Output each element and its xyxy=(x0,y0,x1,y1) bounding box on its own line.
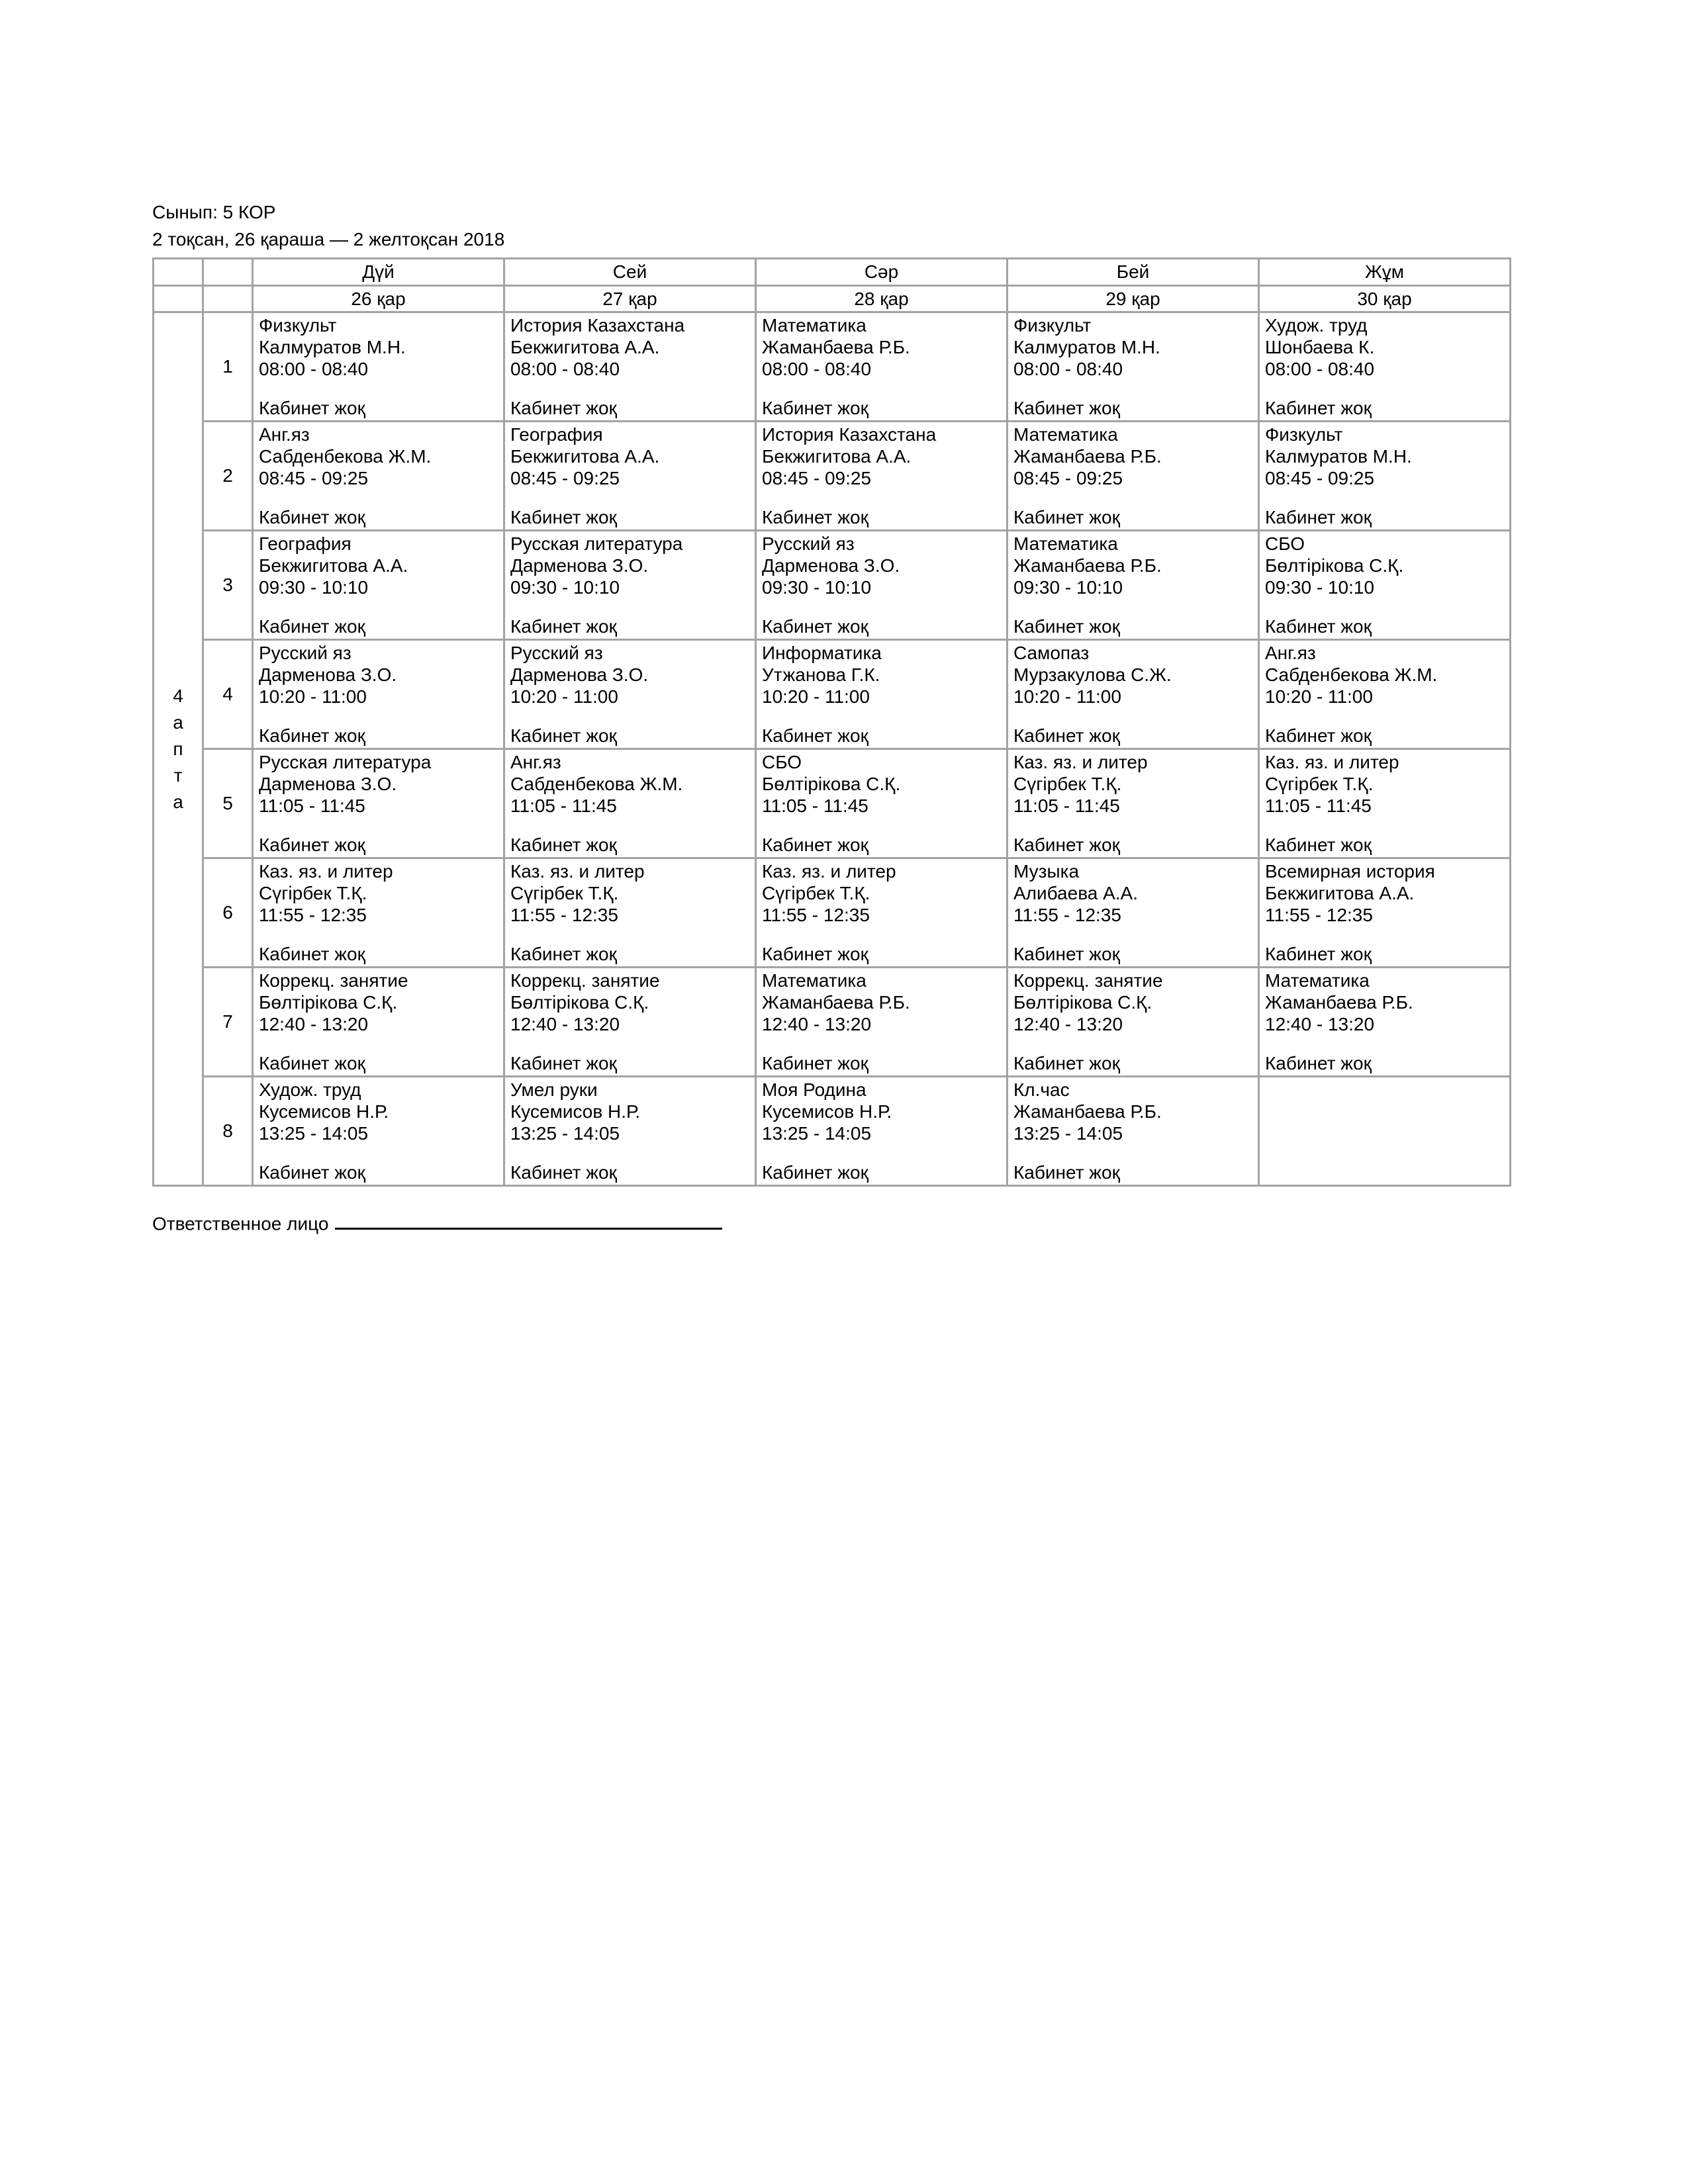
lesson-subject: СБО xyxy=(1265,533,1305,554)
lesson-time: 08:00 - 08:40 xyxy=(1265,358,1375,379)
lesson-room: Кабинет жоқ xyxy=(762,834,868,855)
lesson-room: Кабинет жоқ xyxy=(1013,1052,1120,1073)
lesson-content xyxy=(1260,423,1509,529)
date-header-tue: 27 қар xyxy=(504,286,756,312)
lesson-teacher: Дарменова З.О. xyxy=(259,773,397,794)
lesson-cell xyxy=(756,640,1008,749)
lesson-cell xyxy=(1259,640,1511,749)
lesson-room: Кабинет жоқ xyxy=(259,506,365,527)
lesson-content xyxy=(757,314,1006,420)
lesson-teacher: Кусемисов Н.Р. xyxy=(510,1101,641,1122)
period-number: 2 xyxy=(203,422,253,531)
lesson-cell xyxy=(504,968,756,1077)
lesson-content xyxy=(254,532,503,639)
lesson-content xyxy=(505,969,755,1075)
lesson-cell xyxy=(253,640,504,749)
corner-cell xyxy=(154,259,203,286)
lesson-subject: СБО xyxy=(762,751,802,772)
lesson-teacher: Сабденбекова Ж.М. xyxy=(1265,664,1438,685)
lesson-room: Кабинет жоқ xyxy=(259,725,365,746)
lesson-subject: География xyxy=(259,533,352,554)
quarter-subtitle: 2 тоқсан, 26 қараша — 2 желтоқсан 2018 xyxy=(152,229,505,250)
lesson-time: 08:00 - 08:40 xyxy=(259,358,369,379)
lesson-teacher: Сүгірбек Т.Қ. xyxy=(510,882,619,903)
lesson-room: Кабинет жоқ xyxy=(762,397,868,418)
lesson-room: Кабинет жоқ xyxy=(762,615,868,637)
week-label-char: 4 xyxy=(173,685,183,706)
lesson-cell xyxy=(253,531,504,640)
lesson-content xyxy=(1008,423,1258,529)
lesson-subject: Физкульт xyxy=(259,314,337,336)
lesson-content xyxy=(505,1078,755,1185)
lesson-content xyxy=(505,751,755,857)
lesson-teacher: Бөлтірікова С.Қ. xyxy=(762,773,901,794)
lesson-subject: Русская литература xyxy=(510,533,683,554)
lesson-cell xyxy=(1259,749,1511,858)
lesson-subject: Математика xyxy=(1013,533,1118,554)
lesson-content xyxy=(757,969,1006,1075)
lesson-teacher: Дарменова З.О. xyxy=(510,555,649,576)
lesson-room: Кабинет жоқ xyxy=(1013,506,1120,527)
lesson-time: 09:30 - 10:10 xyxy=(762,576,872,598)
lesson-content xyxy=(1260,751,1509,857)
lesson-teacher: Бекжигитова А.А. xyxy=(762,445,912,467)
lesson-teacher: Жаманбаева Р.Б. xyxy=(1013,555,1162,576)
lesson-cell xyxy=(1259,531,1511,640)
lesson-room: Кабинет жоқ xyxy=(259,397,365,418)
lesson-teacher: Бөлтірікова С.Қ. xyxy=(1265,555,1404,576)
lesson-teacher: Жаманбаева Р.Б. xyxy=(1013,445,1162,467)
lesson-room: Кабинет жоқ xyxy=(510,397,617,418)
lesson-room: Кабинет жоқ xyxy=(259,615,365,637)
lesson-room: Кабинет жоқ xyxy=(1265,943,1372,964)
lesson-time: 10:20 - 11:00 xyxy=(1013,686,1121,707)
lesson-room: Кабинет жоқ xyxy=(762,1161,868,1183)
lesson-content xyxy=(254,1078,503,1185)
lesson-teacher: Жаманбаева Р.Б. xyxy=(1265,991,1413,1013)
lesson-time: 09:30 - 10:10 xyxy=(1013,576,1123,598)
class-title: Сынып: 5 КОР xyxy=(152,202,276,222)
lesson-time: 08:00 - 08:40 xyxy=(1013,358,1123,379)
lesson-teacher: Сабденбекова Ж.М. xyxy=(510,773,683,794)
lesson-room: Кабинет жоқ xyxy=(1265,397,1372,418)
lesson-subject: Каз. яз. и литер xyxy=(510,860,645,882)
lesson-time: 10:20 - 11:00 xyxy=(259,686,367,707)
lesson-time: 12:40 - 13:20 xyxy=(1265,1013,1375,1034)
lesson-time: 11:05 - 11:45 xyxy=(259,795,365,816)
lesson-time: 10:20 - 11:00 xyxy=(510,686,618,707)
lesson-cell xyxy=(253,422,504,531)
lesson-teacher: Калмуратов М.Н. xyxy=(259,336,406,357)
responsible-label: Ответственное лицо xyxy=(152,1213,329,1234)
responsible-line xyxy=(152,1208,1542,1234)
lesson-room: Кабинет жоқ xyxy=(1265,834,1372,855)
lesson-subject: Худож. труд xyxy=(1265,314,1368,336)
lesson-cell xyxy=(1008,1077,1259,1186)
lesson-subject: Русский яз xyxy=(510,642,603,663)
timetable-row xyxy=(154,858,1511,968)
lesson-time: 08:45 - 09:25 xyxy=(1013,467,1123,488)
period-number: 5 xyxy=(203,749,253,858)
lesson-room: Кабинет жоқ xyxy=(259,834,365,855)
lesson-room: Кабинет жоқ xyxy=(762,506,868,527)
lesson-time: 11:55 - 12:35 xyxy=(510,904,618,925)
lesson-teacher: Бөлтірікова С.Қ. xyxy=(1013,991,1152,1013)
lesson-content xyxy=(1008,969,1258,1075)
lesson-subject: Физкульт xyxy=(1265,424,1343,445)
lesson-subject: Умел руки xyxy=(510,1079,598,1100)
timetable-row xyxy=(154,640,1511,749)
lesson-content xyxy=(254,969,503,1075)
lesson-subject: Худож. труд xyxy=(259,1079,361,1100)
lesson-time: 10:20 - 11:00 xyxy=(762,686,870,707)
lesson-cell xyxy=(504,749,756,858)
lesson-content xyxy=(254,860,503,966)
lesson-time: 11:05 - 11:45 xyxy=(1265,795,1372,816)
lesson-content xyxy=(1008,641,1258,748)
lesson-time: 08:45 - 09:25 xyxy=(259,467,369,488)
lesson-room: Кабинет жоқ xyxy=(1013,1161,1120,1183)
lesson-cell xyxy=(253,858,504,968)
lesson-teacher: Бекжигитова А.А. xyxy=(510,445,660,467)
lesson-teacher: Дарменова З.О. xyxy=(762,555,900,576)
lesson-room: Кабинет жоқ xyxy=(762,1052,868,1073)
lesson-time: 09:30 - 10:10 xyxy=(259,576,369,598)
day-header-tue: Сей xyxy=(504,259,756,286)
lesson-time: 08:45 - 09:25 xyxy=(762,467,872,488)
lesson-subject: Русская литература xyxy=(259,751,432,772)
lesson-time: 08:00 - 08:40 xyxy=(762,358,872,379)
lesson-time: 13:25 - 14:05 xyxy=(259,1122,369,1144)
lesson-subject: Информатика xyxy=(762,642,882,663)
lesson-content xyxy=(757,641,1006,748)
lesson-subject: Музыка xyxy=(1013,860,1080,882)
lesson-room: Кабинет жоқ xyxy=(510,506,617,527)
lesson-room: Кабинет жоқ xyxy=(510,615,617,637)
lesson-content xyxy=(1008,751,1258,857)
corner-cell xyxy=(154,286,203,312)
date-header-row xyxy=(154,286,1511,312)
lesson-subject: Кл.час xyxy=(1013,1079,1070,1100)
lesson-teacher: Сүгірбек Т.Қ. xyxy=(1265,773,1374,794)
lesson-room: Кабинет жоқ xyxy=(510,725,617,746)
lesson-teacher: Дарменова З.О. xyxy=(259,664,397,685)
lesson-room: Кабинет жоқ xyxy=(1265,506,1372,527)
lesson-room: Кабинет жоқ xyxy=(1265,615,1372,637)
lesson-time: 12:40 - 13:20 xyxy=(762,1013,872,1034)
lesson-cell xyxy=(253,312,504,422)
lesson-time: 11:55 - 12:35 xyxy=(1013,904,1121,925)
lesson-time: 11:55 - 12:35 xyxy=(762,904,870,925)
lesson-cell xyxy=(1259,1077,1511,1186)
lesson-room: Кабинет жоқ xyxy=(259,943,365,964)
lesson-teacher: Сабденбекова Ж.М. xyxy=(259,445,432,467)
lesson-time: 12:40 - 13:20 xyxy=(259,1013,369,1034)
lesson-teacher: Утжанова Г.К. xyxy=(762,664,880,685)
lesson-cell xyxy=(504,422,756,531)
lesson-subject: Коррекц. занятие xyxy=(1013,970,1163,991)
date-header-wed: 28 қар xyxy=(756,286,1008,312)
lesson-cell xyxy=(756,312,1008,422)
lesson-cell xyxy=(756,531,1008,640)
lesson-content xyxy=(757,860,1006,966)
lesson-teacher: Бекжигитова А.А. xyxy=(510,336,660,357)
lesson-subject: Каз. яз. и литер xyxy=(1265,751,1399,772)
lesson-time: 08:45 - 09:25 xyxy=(510,467,620,488)
lesson-teacher: Кусемисов Н.Р. xyxy=(259,1101,389,1122)
lesson-subject: Физкульт xyxy=(1013,314,1092,336)
lesson-subject: История Казахстана xyxy=(762,424,937,445)
timetable-page xyxy=(152,199,1542,1234)
lesson-time: 11:55 - 12:35 xyxy=(1265,904,1373,925)
lesson-subject: Самопаз xyxy=(1013,642,1090,663)
timetable-row xyxy=(154,531,1511,640)
lesson-cell xyxy=(253,749,504,858)
lesson-content xyxy=(505,314,755,420)
lesson-cell xyxy=(756,749,1008,858)
lesson-subject: История Казахстана xyxy=(510,314,685,336)
lesson-cell xyxy=(1259,312,1511,422)
lesson-room: Кабинет жоқ xyxy=(510,1052,617,1073)
lesson-room: Кабинет жоқ xyxy=(1265,1052,1372,1073)
date-header-mon: 26 қар xyxy=(253,286,504,312)
lesson-subject: Математика xyxy=(762,970,867,991)
lesson-cell xyxy=(1259,858,1511,968)
lesson-cell xyxy=(253,968,504,1077)
lesson-content xyxy=(254,641,503,748)
day-header-fri: Жұм xyxy=(1259,259,1511,286)
lesson-teacher: Сүгірбек Т.Қ. xyxy=(259,882,367,903)
lesson-subject: Русский яз xyxy=(259,642,352,663)
lesson-cell xyxy=(1259,968,1511,1077)
lesson-time: 11:05 - 11:45 xyxy=(510,795,617,816)
lesson-content xyxy=(757,423,1006,529)
period-number: 3 xyxy=(203,531,253,640)
lesson-teacher: Жаманбаева Р.Б. xyxy=(762,991,910,1013)
lesson-subject: Математика xyxy=(1013,424,1118,445)
lesson-teacher: Жаманбаева Р.Б. xyxy=(1013,1101,1162,1122)
lesson-room: Кабинет жоқ xyxy=(259,1052,365,1073)
lesson-content xyxy=(1008,860,1258,966)
lesson-subject: Математика xyxy=(762,314,867,336)
timetable-row xyxy=(154,749,1511,858)
timetable xyxy=(152,257,1511,1187)
lesson-time: 11:05 - 11:45 xyxy=(1013,795,1120,816)
lesson-room: Кабинет жоқ xyxy=(510,943,617,964)
period-number: 1 xyxy=(203,312,253,422)
lesson-time: 09:30 - 10:10 xyxy=(510,576,620,598)
lesson-content xyxy=(757,751,1006,857)
lesson-subject: Анг.яз xyxy=(1265,642,1316,663)
lesson-time: 13:25 - 14:05 xyxy=(762,1122,872,1144)
lesson-teacher: Сүгірбек Т.Қ. xyxy=(1013,773,1122,794)
lesson-time: 10:20 - 11:00 xyxy=(1265,686,1373,707)
lesson-content xyxy=(254,314,503,420)
lesson-cell xyxy=(1008,312,1259,422)
lesson-subject: Всемирная история xyxy=(1265,860,1435,882)
date-header-fri: 30 қар xyxy=(1259,286,1511,312)
timetable-row xyxy=(154,1077,1511,1186)
lesson-time: 08:45 - 09:25 xyxy=(1265,467,1375,488)
lesson-subject: Каз. яз. и литер xyxy=(1013,751,1148,772)
lesson-cell xyxy=(504,1077,756,1186)
lesson-content xyxy=(1008,1078,1258,1185)
corner-cell xyxy=(203,259,253,286)
lesson-room: Кабинет жоқ xyxy=(510,1161,617,1183)
lesson-cell xyxy=(756,1077,1008,1186)
lesson-time: 11:05 - 11:45 xyxy=(762,795,868,816)
lesson-cell xyxy=(756,858,1008,968)
lesson-room: Кабинет жоқ xyxy=(762,943,868,964)
lesson-cell xyxy=(1259,422,1511,531)
lesson-cell xyxy=(1008,858,1259,968)
lesson-teacher: Дарменова З.О. xyxy=(510,664,649,685)
corner-cell xyxy=(203,286,253,312)
lesson-content xyxy=(1260,860,1509,966)
lesson-content xyxy=(1260,641,1509,748)
lesson-subject: Каз. яз. и литер xyxy=(762,860,896,882)
lesson-room: Кабинет жоқ xyxy=(1013,834,1120,855)
lesson-content xyxy=(1008,314,1258,420)
lesson-time: 11:55 - 12:35 xyxy=(259,904,367,925)
lesson-teacher: Шонбаева К. xyxy=(1265,336,1375,357)
lesson-cell xyxy=(504,531,756,640)
lesson-cell xyxy=(1008,749,1259,858)
lesson-content xyxy=(254,423,503,529)
lesson-content xyxy=(1260,532,1509,639)
lesson-cell xyxy=(756,968,1008,1077)
lesson-subject: Анг.яз xyxy=(510,751,561,772)
lesson-subject: Каз. яз. и литер xyxy=(259,860,393,882)
lesson-content xyxy=(505,532,755,639)
lesson-subject: Русский яз xyxy=(762,533,855,554)
lesson-room: Кабинет жоқ xyxy=(1013,397,1120,418)
day-header-thu: Бей xyxy=(1008,259,1259,286)
week-label-char: п xyxy=(173,738,183,759)
responsible-signature-blank xyxy=(335,1208,722,1230)
timetable-row xyxy=(154,968,1511,1077)
lesson-subject: Моя Родина xyxy=(762,1079,867,1100)
lesson-cell xyxy=(1008,968,1259,1077)
lesson-teacher: Бекжигитова А.А. xyxy=(1265,882,1415,903)
lesson-time: 13:25 - 14:05 xyxy=(510,1122,620,1144)
lesson-room: Кабинет жоқ xyxy=(762,725,868,746)
lesson-cell xyxy=(1008,640,1259,749)
period-number: 8 xyxy=(203,1077,253,1186)
lesson-content xyxy=(1260,314,1509,420)
lesson-teacher: Мурзакулова С.Ж. xyxy=(1013,664,1172,685)
lesson-content xyxy=(254,751,503,857)
lesson-content xyxy=(757,532,1006,639)
lesson-cell xyxy=(1008,531,1259,640)
lesson-subject: Анг.яз xyxy=(259,424,310,445)
lesson-subject: Коррекц. занятие xyxy=(510,970,660,991)
day-header-mon: Дүй xyxy=(253,259,504,286)
lesson-cell xyxy=(504,312,756,422)
lesson-teacher: Бекжигитова А.А. xyxy=(259,555,408,576)
lesson-time: 12:40 - 13:20 xyxy=(1013,1013,1123,1034)
lesson-teacher: Бөлтірікова С.Қ. xyxy=(510,991,649,1013)
lesson-content xyxy=(757,1078,1006,1185)
lesson-teacher: Сүгірбек Т.Қ. xyxy=(762,882,870,903)
lesson-room: Кабинет жоқ xyxy=(1013,725,1120,746)
lesson-cell xyxy=(253,1077,504,1186)
lesson-time: 08:00 - 08:40 xyxy=(510,358,620,379)
date-header-thu: 29 қар xyxy=(1008,286,1259,312)
lesson-content xyxy=(1260,1078,1509,1185)
lesson-teacher: Алибаева А.А. xyxy=(1013,882,1139,903)
lesson-content xyxy=(505,860,755,966)
lesson-time: 13:25 - 14:05 xyxy=(1013,1122,1123,1144)
lesson-subject: Математика xyxy=(1265,970,1370,991)
week-label-vertical xyxy=(154,312,203,1186)
lesson-room: Кабинет жоқ xyxy=(1013,943,1120,964)
lesson-content xyxy=(505,641,755,748)
lesson-teacher: Кусемисов Н.Р. xyxy=(762,1101,892,1122)
lesson-room: Кабинет жоқ xyxy=(1265,725,1372,746)
lesson-cell xyxy=(504,858,756,968)
lesson-cell xyxy=(1008,422,1259,531)
lesson-content xyxy=(1260,969,1509,1075)
lesson-subject: Коррекц. занятие xyxy=(259,970,408,991)
week-label-char: т xyxy=(173,764,183,786)
timetable-row xyxy=(154,312,1511,422)
week-label-char: а xyxy=(173,711,183,733)
period-number: 7 xyxy=(203,968,253,1077)
day-header-wed: Сәр xyxy=(756,259,1008,286)
lesson-room: Кабинет жоқ xyxy=(1013,615,1120,637)
lesson-time: 09:30 - 10:10 xyxy=(1265,576,1375,598)
lesson-cell xyxy=(756,422,1008,531)
lesson-teacher: Калмуратов М.Н. xyxy=(1265,445,1412,467)
lesson-room: Кабинет жоқ xyxy=(259,1161,365,1183)
lesson-subject: География xyxy=(510,424,603,445)
lesson-content xyxy=(505,423,755,529)
lesson-teacher: Бөлтірікова С.Қ. xyxy=(259,991,398,1013)
day-header-row xyxy=(154,259,1511,286)
lesson-content xyxy=(1008,532,1258,639)
lesson-cell xyxy=(504,640,756,749)
period-number: 6 xyxy=(203,858,253,968)
timetable-body xyxy=(154,259,1511,1186)
week-label-char: а xyxy=(173,791,183,812)
lesson-teacher: Калмуратов М.Н. xyxy=(1013,336,1160,357)
lesson-room: Кабинет жоқ xyxy=(510,834,617,855)
lesson-time: 12:40 - 13:20 xyxy=(510,1013,620,1034)
timetable-row xyxy=(154,422,1511,531)
period-number: 4 xyxy=(203,640,253,749)
lesson-teacher: Жаманбаева Р.Б. xyxy=(762,336,910,357)
